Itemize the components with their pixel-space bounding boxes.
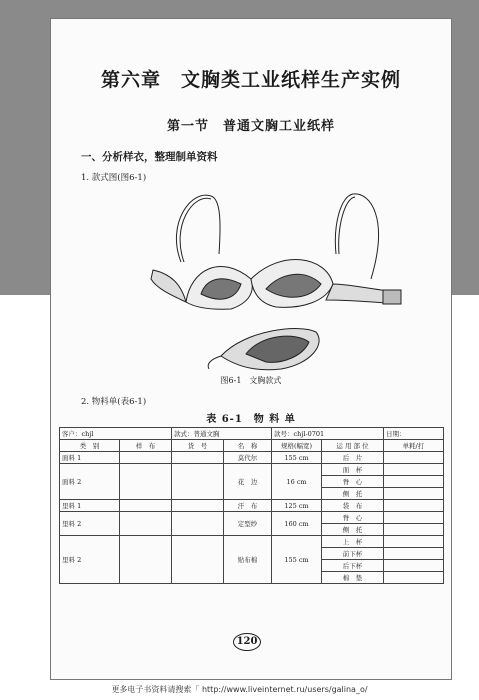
- book-page: [50, 18, 452, 680]
- table-info-row: [60, 428, 444, 440]
- table-row: [60, 452, 444, 464]
- header-category: 类 别: [60, 440, 120, 452]
- page-number: 120: [233, 633, 261, 651]
- table-row: [60, 536, 444, 548]
- cell-part: 棉 垫: [322, 572, 384, 584]
- info-number: 款号：chjl-0701: [272, 428, 384, 440]
- heading-analyze-sample: 一、分析样衣，整理制单资料: [81, 151, 218, 163]
- table-title: 表 6-1 物 料 单: [206, 414, 296, 425]
- cell-name: 花 边: [224, 464, 272, 500]
- chapter-title: 第六章 文胸类工业纸样生产实例: [100, 69, 401, 91]
- info-date: 日期：: [384, 428, 444, 440]
- info-style: 款式：普通文胸: [172, 428, 272, 440]
- cell-spec: 155 cm: [272, 452, 322, 464]
- cell-category: 里料 2: [60, 512, 120, 536]
- footer-text: 更多电子书资料请搜索「 http://www.liveinternet.ru/users/galina_o/: [111, 685, 368, 694]
- cell-name: 莫代尔: [224, 452, 272, 464]
- header-item-no: 货 号: [172, 440, 224, 452]
- cell-spec: 16 cm: [272, 464, 322, 500]
- table-row: [60, 500, 444, 512]
- cell-name: 定型纱: [224, 512, 272, 536]
- cell-part: 侧 托: [322, 524, 384, 536]
- cell-spec: 155 cm: [272, 536, 322, 584]
- cell-part: 侧 托: [322, 488, 384, 500]
- header-name: 名 称: [224, 440, 272, 452]
- cell-category: 里料 1: [60, 500, 120, 512]
- cell-part: 后 片: [322, 452, 384, 464]
- subheading-style-drawing: 1. 款式图(图6-1): [81, 173, 147, 183]
- table-header-row: [60, 440, 444, 452]
- cell-name: 贴布棉: [224, 536, 272, 584]
- cell-part: 脊 心: [322, 476, 384, 488]
- header-consumption: 单耗/打: [384, 440, 444, 452]
- cell-category: 面料 1: [60, 452, 120, 464]
- info-customer: 客户：chjl: [60, 428, 172, 440]
- cell-name: 汗 布: [224, 500, 272, 512]
- subheading-material-list: 2. 物料单(表6-1): [81, 397, 147, 407]
- section-title: 第一节 普通文胸工业纸样: [166, 119, 335, 134]
- cell-part: 面 杯: [322, 464, 384, 476]
- header-parts: 运 用 部 位: [322, 440, 384, 452]
- table-row: [60, 464, 444, 476]
- cell-category: 里料 2: [60, 536, 120, 584]
- table-row: [60, 512, 444, 524]
- cell-part: 上 杯: [322, 536, 384, 548]
- cell-part: 前下杯: [322, 548, 384, 560]
- figure-caption: 图6-1 文胸款式: [220, 376, 282, 385]
- cell-part: 后下杯: [322, 560, 384, 572]
- header-spec: 规格(幅宽): [272, 440, 322, 452]
- cell-spec: 125 cm: [272, 500, 322, 512]
- header-sample: 样 布: [120, 440, 172, 452]
- material-table: [59, 427, 444, 584]
- cell-part: 袋 布: [322, 500, 384, 512]
- bra-illustration: [71, 184, 431, 384]
- cell-spec: 160 cm: [272, 512, 322, 536]
- cell-part: 脊 心: [322, 512, 384, 524]
- cell-category: 面料 2: [60, 464, 120, 500]
